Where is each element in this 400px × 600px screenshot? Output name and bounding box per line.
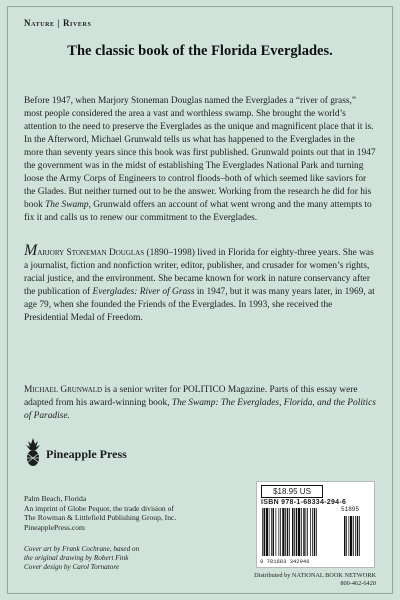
afterword-book-title: The Swamp: The Everglades, Florida, and the Politics of Paradise. [24, 398, 376, 421]
afterword-author-paragraph [24, 384, 376, 423]
author-name: arjory Stoneman Douglas [37, 248, 145, 258]
afterword-author-name: Michael Grunwald [24, 385, 103, 395]
publisher-website: PineapplePress.com [24, 522, 85, 532]
barcode-digits: 9 781683 342946 [260, 558, 310, 565]
isbn-label: ISBN 978-1-68334-294-6 [261, 499, 347, 506]
book-title: The Swamp, [45, 200, 91, 210]
barcode-box [256, 481, 375, 568]
publisher-imprint-line1: An imprint of Globe Pequot, the trade division of [24, 503, 174, 513]
author-bio-text-end: in 1947, but it was many years later, in 1969, at age 79, when she founded the Friends of the Everglades. In 1993, she received the Presidential Medal of Freedom. [24, 287, 375, 323]
headline: The classic book of the Florida Everglades. [67, 43, 333, 59]
description-paragraph [24, 95, 376, 225]
publisher-city: Palm Beach, Florida [24, 494, 87, 503]
publisher-info [24, 494, 264, 532]
cover-credits [24, 545, 224, 572]
credit-line1: Cover art by Frank Cochrane, based on [24, 545, 140, 553]
publisher-name: Pineapple Press [46, 447, 127, 461]
description-text: Before 1947, when Marjory Stoneman Douglas named the Everglades a “river of grass,” most people considered the area a vast and worthless swamp. She brought the world’s attention to the need to preserve the Everglades as the unique and magnificent place that it is. In the Afterword, Michael Grunwald tells us what has happened to the Everglades in the more than seventy years since this book was first published. Grunwald points out that in 1947 the government was in the midst of establishing The Everglades National Park and turning loose the Army Corps of Engineers to control floods–both of which seemed like saviors for the Glades. But neither turned out to be the answer. Working from the research he did for his book [24, 96, 376, 210]
author-book-title: Everglades: River of Grass [92, 287, 195, 297]
credit-line3: Cover design by Carol Tornatore [24, 563, 120, 571]
pineapple-icon [24, 438, 42, 466]
publisher-imprint-line2: The Rowman & Littlefield Publishing Group, Inc. [24, 513, 177, 522]
distributor-line2: 800-462-6420 [340, 580, 376, 587]
distributor-line1: Distributed by NATIONAL BOOK NETWORK [254, 572, 376, 579]
category-label: Nature | Rivers [24, 18, 92, 28]
author-bio-text: (1890–1998) lived in Florida for eighty-three years. She was a journalist, fiction and nonfiction writer, editor, publisher, and crusader for women’s rights, racial justice, and the environment. She became known for work in nature conservancy after the publication of [24, 248, 374, 297]
price-label: $18.95 US [261, 485, 323, 498]
afterword-author-text: is a senior writer for POLITICO Magazine. Parts of this essay were adapted from his award-winning book, [24, 385, 358, 408]
author-bio-paragraph [24, 242, 376, 325]
author-name-initial: M [24, 242, 38, 259]
credit-line2: the original drawing by Robert Fink [24, 554, 129, 562]
description-text-end: Grunwald offers an account of what went wrong and the many attempts to fix it and calls us to renew our commitment to the Everglades. [24, 200, 372, 223]
distributor-info [250, 572, 376, 588]
barcode-icon [260, 508, 372, 558]
barcode-addon: 51895 [341, 506, 360, 513]
